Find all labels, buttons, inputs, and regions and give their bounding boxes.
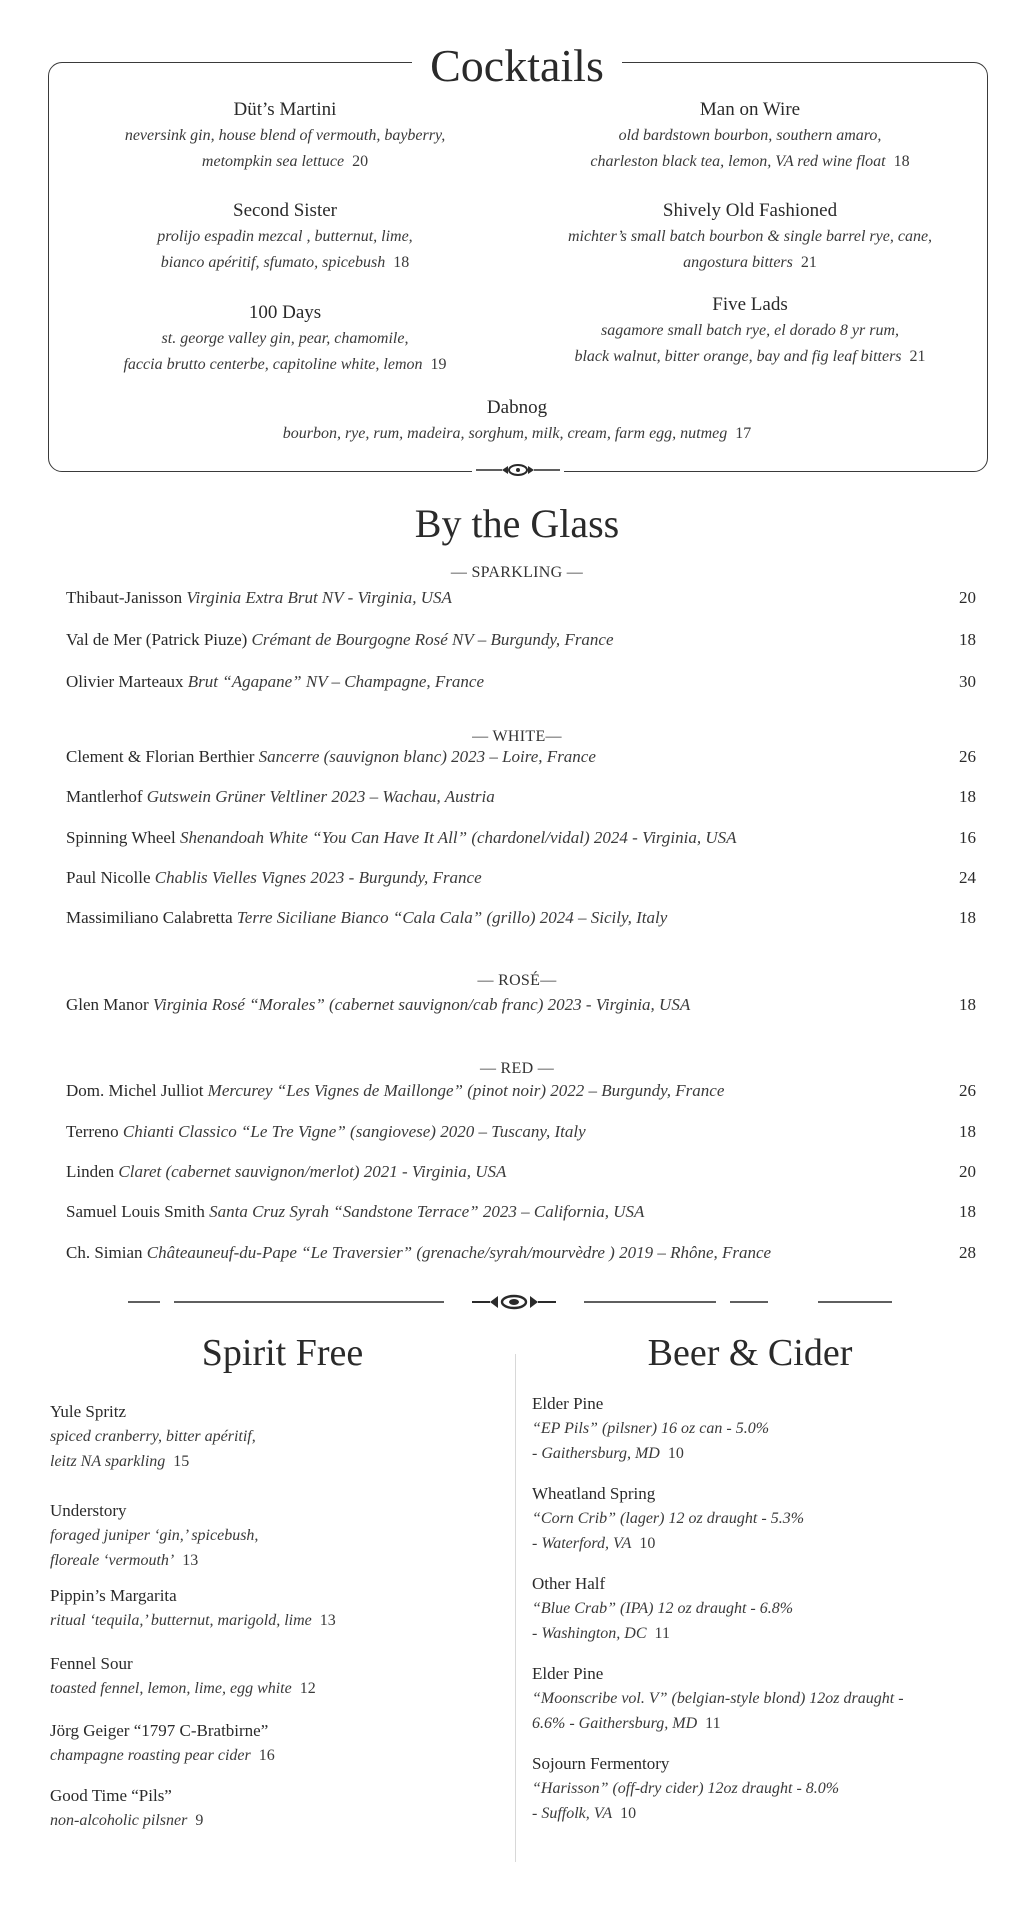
spirit-free-item: Understory foraged juniper ‘gin,’ spicebush, floreale ‘vermouth’ 13 <box>50 1501 259 1569</box>
beer-cider-item: Other Half “Blue Crab” (IPA) 12 oz draught - 6.8% - Washington, DC 11 <box>532 1574 794 1642</box>
wine-price: 26 <box>959 747 976 766</box>
white-heading: — WHITE— <box>472 728 562 745</box>
cocktail-name: Man on Wire <box>699 99 801 120</box>
wine-row: Mantlerhof Gutswein Grüner Veltliner 2023 – Wachau, Austria 18 <box>66 784 976 810</box>
cocktail-item <box>70 97 500 175</box>
cocktail-price: 21 <box>909 348 926 365</box>
wine-row: Massimiliano Calabretta Terre Siciliane Bianco “Cala Cala” (grillo) 2024 – Sicily, Italy 18 <box>66 905 976 931</box>
cocktails-title: Cocktails <box>0 38 1034 94</box>
cocktail-price: 18 <box>893 153 910 170</box>
spirit-free-item: Good Time “Pils” non-alcoholic pilsner 9 <box>50 1786 204 1829</box>
cocktail-name: Dabnog <box>486 397 548 418</box>
cocktail-desc: black walnut, bitter orange, bay and fig leaf bitters 21 <box>574 348 926 365</box>
cocktail-desc: old bardstown bourbon, southern amaro, <box>618 127 882 144</box>
wine-row: Terreno Chianti Classico “Le Tre Vigne” (sangiovese) 2020 – Tuscany, Italy 18 <box>66 1119 976 1145</box>
beer-cider-item: Wheatland Spring “Corn Crib” (lager) 12 oz draught - 5.3% - Waterford, VA 10 <box>532 1484 805 1552</box>
spirit-free-item: Jörg Geiger “1797 C-Bratbirne” champagne roasting pear cider 16 <box>50 1721 275 1764</box>
beer-cider-title: Beer & Cider <box>647 1332 853 1374</box>
wine-price: 28 <box>959 1243 976 1262</box>
cocktail-price: 19 <box>430 356 447 373</box>
cocktail-item <box>520 292 980 370</box>
wine-price: 24 <box>959 868 976 887</box>
spirit-free-price: 16 <box>258 1747 275 1764</box>
beer-cider-item: Elder Pine “Moonscribe vol. V” (belgian-style blond) 12oz draught - 6.6% - Gaithersburg, MD 11 <box>532 1664 904 1732</box>
cocktail-desc: metompkin sea lettuce 20 <box>201 153 369 170</box>
spirit-free-price: 13 <box>319 1612 336 1629</box>
cocktail-item <box>520 97 980 175</box>
spirit-free-price: 12 <box>299 1680 316 1697</box>
cocktail-desc: bianco apéritif, sfumato, spicebush 18 <box>160 254 410 271</box>
cocktail-desc: faccia brutto centerbe, capitoline white, lemon 19 <box>123 356 447 373</box>
red-heading: — RED — <box>479 1060 555 1077</box>
divider-ornament-icon <box>128 1290 892 1314</box>
cocktail-desc: neversink gin, house blend of vermouth, bayberry, <box>124 127 446 144</box>
wine-price: 18 <box>959 1122 976 1141</box>
wine-row: Val de Mer (Patrick Piuze) Crémant de Bourgogne Rosé NV – Burgundy, France 18 <box>66 627 976 653</box>
column-divider <box>515 1354 516 1862</box>
cocktail-name: Düt’s Martini <box>233 99 337 120</box>
wine-row: Paul Nicolle Chablis Vielles Vignes 2023 - Burgundy, France 24 <box>66 865 976 891</box>
cocktail-item <box>100 395 934 447</box>
wine-price: 18 <box>959 630 976 649</box>
spirit-free-title: Spirit Free <box>201 1332 364 1374</box>
wine-price: 18 <box>959 1202 976 1221</box>
cocktail-price: 17 <box>735 425 752 442</box>
sparkling-heading: — SPARKLING — <box>450 564 584 581</box>
wine-row: Linden Claret (cabernet sauvignon/merlot) 2021 - Virginia, USA 20 <box>66 1159 976 1185</box>
spirit-free-item: Pippin’s Margarita ritual ‘tequila,’ butternut, marigold, lime 13 <box>50 1586 336 1629</box>
cocktail-item <box>520 198 980 276</box>
cocktail-desc: prolijo espadin mezcal , butternut, lime, <box>157 228 413 245</box>
flourish-ornament-icon <box>472 460 564 480</box>
wine-price: 30 <box>959 672 976 691</box>
cocktail-name: 100 Days <box>248 302 322 323</box>
spirit-free-price: 13 <box>182 1552 199 1569</box>
cocktail-item <box>70 198 500 276</box>
spirit-free-price: 15 <box>173 1453 190 1470</box>
wine-price: 18 <box>959 995 976 1014</box>
cocktail-desc: st. george valley gin, pear, chamomile, <box>161 330 409 347</box>
wine-price: 20 <box>959 588 976 607</box>
wine-row: Ch. Simian Châteauneuf-du-Pape “Le Traversier” (grenache/syrah/mourvèdre ) 2019 – Rhône, France 28 <box>66 1240 976 1266</box>
beer-cider-item: Sojourn Fermentory “Harisson” (off-dry cider) 12oz draught - 8.0% - Suffolk, VA 10 <box>532 1754 840 1822</box>
beer-cider-price: 10 <box>639 1535 656 1552</box>
by-the-glass-title: By the Glass <box>414 501 620 546</box>
wine-row: Dom. Michel Julliot Mercurey “Les Vignes de Maillonge” (pinot noir) 2022 – Burgundy, France 26 <box>66 1078 976 1104</box>
cocktail-item <box>70 300 500 378</box>
beer-cider-price: 11 <box>705 1715 721 1732</box>
cocktail-name: Shively Old Fashioned <box>662 200 838 221</box>
wine-row: Clement & Florian Berthier Sancerre (sauvignon blanc) 2023 – Loire, France 26 <box>66 744 976 770</box>
wine-price: 16 <box>959 828 976 847</box>
rose-heading: — ROSÉ— <box>477 972 557 989</box>
spirit-free-price: 9 <box>195 1812 204 1829</box>
spirit-free-item: Fennel Sour toasted fennel, lemon, lime, egg white 12 <box>50 1654 316 1697</box>
wine-price: 26 <box>959 1081 976 1100</box>
cocktail-name: Second Sister <box>233 200 337 221</box>
wine-row: Spinning Wheel Shenandoah White “You Can Have It All” (chardonel/vidal) 2024 - Virginia, USA 16 <box>66 825 976 851</box>
wine-row: Olivier Marteaux Brut “Agapane” NV – Champagne, France 30 <box>66 669 976 695</box>
cocktail-price: 18 <box>393 254 410 271</box>
beer-cider-price: 11 <box>654 1625 670 1642</box>
beer-cider-item: Elder Pine “EP Pils” (pilsner) 16 oz can - 5.0% - Gaithersburg, MD 10 <box>532 1394 770 1462</box>
wine-row: Glen Manor Virginia Rosé “Morales” (cabernet sauvignon/cab franc) 2023 - Virginia, USA 18 <box>66 992 976 1018</box>
beer-cider-price: 10 <box>620 1805 637 1822</box>
cocktail-name: Five Lads <box>712 294 788 315</box>
wine-row: Thibaut-Janisson Virginia Extra Brut NV - Virginia, USA 20 <box>66 585 976 611</box>
cocktail-desc: michter’s small batch bourbon & single barrel rye, cane, <box>567 228 933 245</box>
cocktail-desc: angostura bitters 21 <box>683 254 817 271</box>
wine-price: 18 <box>959 908 976 927</box>
wine-price: 20 <box>959 1162 976 1181</box>
cocktail-price: 21 <box>800 254 817 271</box>
cocktail-desc: charleston black tea, lemon, VA red wine float 18 <box>590 153 910 170</box>
cocktail-desc: bourbon, rye, rum, madeira, sorghum, milk, cream, farm egg, nutmeg 17 <box>282 425 752 442</box>
cocktail-price: 20 <box>352 153 369 170</box>
spirit-free-item: Yule Spritz spiced cranberry, bitter apéritif, leitz NA sparkling 15 <box>50 1402 256 1470</box>
cocktail-desc: sagamore small batch rye, el dorado 8 yr rum, <box>600 322 900 339</box>
wine-price: 18 <box>959 787 976 806</box>
beer-cider-price: 10 <box>667 1445 684 1462</box>
wine-row: Samuel Louis Smith Santa Cruz Syrah “Sandstone Terrace” 2023 – California, USA 18 <box>66 1199 976 1225</box>
